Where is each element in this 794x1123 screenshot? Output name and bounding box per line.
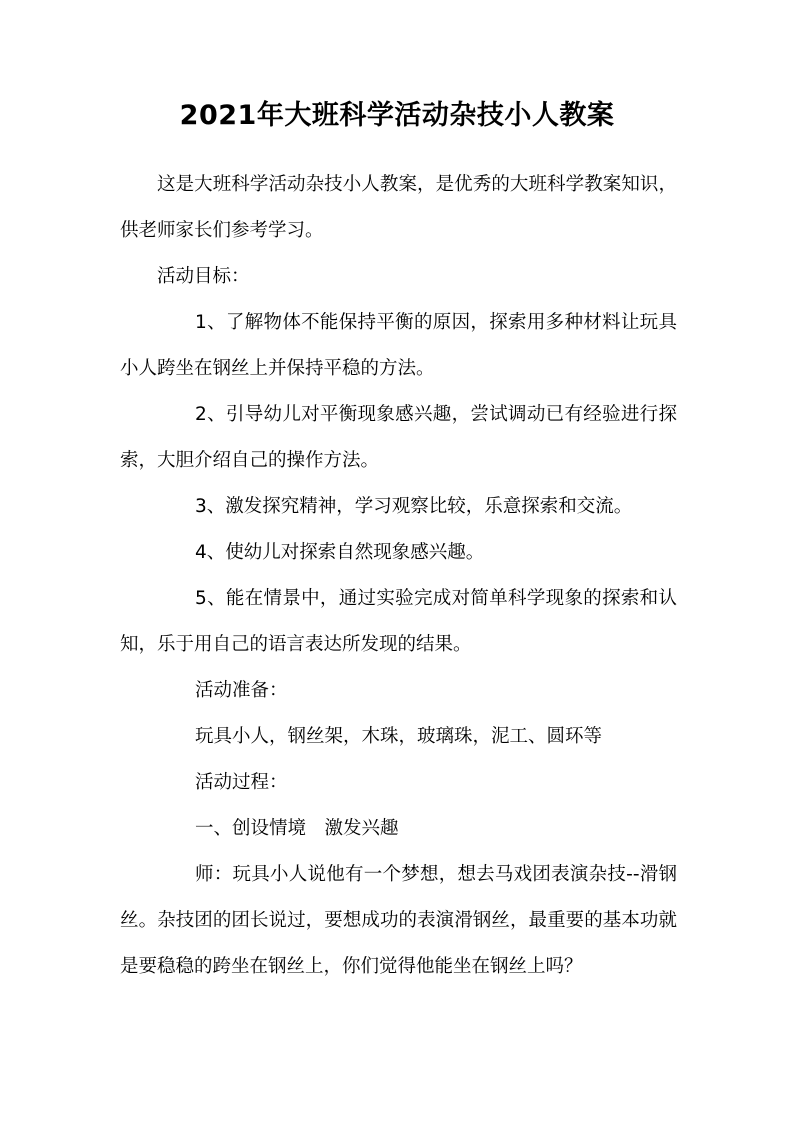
subsection-heading-1: 一、创设情境 激发兴趣 [195, 818, 399, 839]
text-line-9: 4、使幼儿对探索自然现象感兴趣。 [195, 542, 485, 563]
text-line-7: 索，大胆介绍自己的操作方法。 [120, 450, 380, 471]
text-line-18: 是要稳稳的跨坐在钢丝上，你们觉得他能坐在钢丝上吗？ [120, 956, 583, 977]
text-line-17: 丝。杂技团的团长说过，要想成功的表演滑钢丝，最重要的基本功就 [120, 910, 677, 931]
text-line-13: 玩具小人，钢丝架，木珠，玻璃珠，泥工、圆环等 [195, 726, 603, 747]
section-heading-preparation: 活动准备： [195, 680, 288, 701]
text-line-2: 供老师家长们参考学习。 [120, 220, 324, 241]
text-line-6: 2、引导幼儿对平衡现象感兴趣，尝试调动已有经验进行探 [195, 404, 677, 425]
section-heading-process: 活动过程： [195, 772, 288, 793]
text-line-11: 知，乐于用自己的语言表达所发现的结果。 [120, 634, 472, 655]
text-line-4: 1、了解物体不能保持平衡的原因，探索用多种材料让玩具 [195, 312, 677, 333]
section-heading-goals: 活动目标： [157, 266, 250, 287]
text-line-16: 师：玩具小人说他有一个梦想，想去马戏团表演杂技--滑钢 [195, 864, 677, 885]
text-line-8: 3、激发探究精神，学习观察比较，乐意探索和交流。 [195, 496, 633, 517]
document-title: 2021年大班科学活动杂技小人教案 [179, 100, 615, 131]
text-line-10: 5、能在情景中，通过实验完成对简单科学现象的探索和认 [195, 588, 677, 609]
text-line-5: 小人跨坐在钢丝上并保持平稳的方法。 [120, 358, 435, 379]
text-line-1: 这是大班科学活动杂技小人教案，是优秀的大班科学教案知识， [157, 174, 677, 195]
